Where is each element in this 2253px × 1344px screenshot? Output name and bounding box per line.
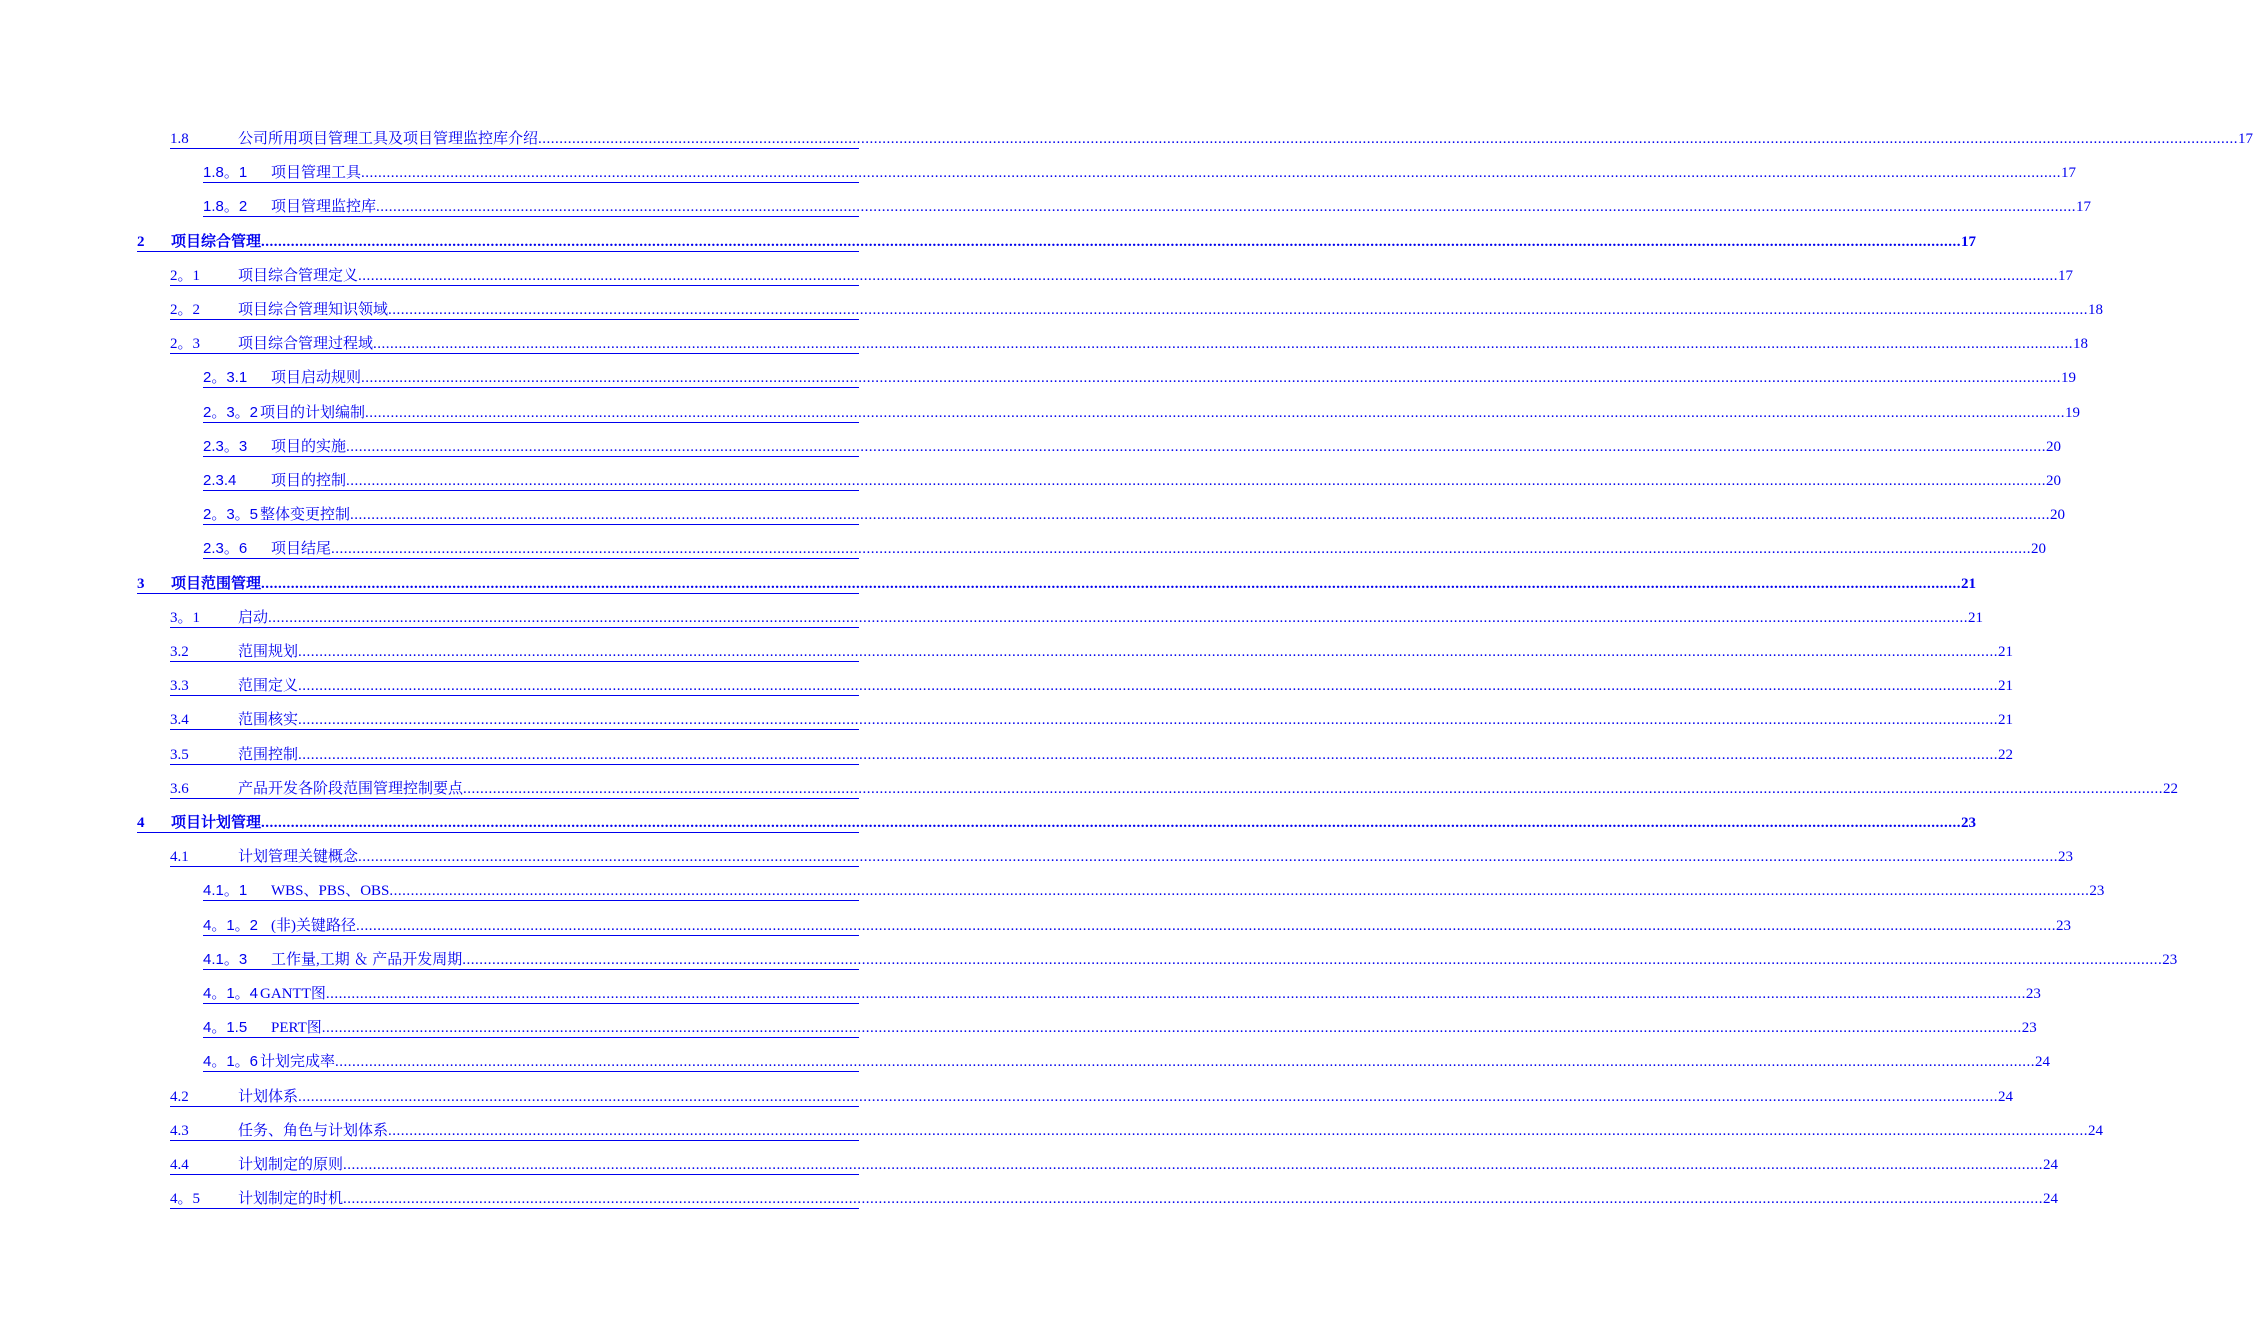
toc-entry-page-number: 23 xyxy=(2058,849,2074,866)
toc-entry[interactable] xyxy=(170,707,2014,730)
toc-entry-number: 3.5 xyxy=(170,746,189,763)
toc-entry-title: 项目范围管理 xyxy=(171,575,262,592)
dot-leader: ................................................................................................................................................................................................................................................................................................................................................................................................................ xyxy=(335,1054,2036,1071)
dot-leader: ................................................................................................................................................................................................................................................................................................................................................................................................................ xyxy=(346,473,2047,489)
toc-entry-page-number: 21 xyxy=(1998,678,2014,695)
toc-entry[interactable] xyxy=(203,365,2077,388)
toc-entry-title: 项目综合管理知识领域 xyxy=(238,302,389,318)
toc-entry-number: 4。1。4 xyxy=(203,985,259,1002)
toc-entry-title: 计划制定的时机 xyxy=(238,1191,344,1208)
toc-entry-page-number: 20 xyxy=(2046,473,2062,489)
toc-entry-title: 项目计划管理 xyxy=(171,815,262,831)
toc-entry[interactable] xyxy=(170,126,2253,149)
toc-entry[interactable] xyxy=(170,331,2089,354)
dot-leader: ................................................................................................................................................................................................................................................................................................................................................................................................................ xyxy=(361,370,2062,387)
toc-entry-page-number: 23 xyxy=(1961,815,1977,831)
toc-entry-page-number: 23 xyxy=(2021,1020,2037,1037)
toc-entry-number: 4.1 xyxy=(170,849,189,866)
toc-entry-page-number: 23 xyxy=(2162,951,2178,968)
toc-entry-number: 3.6 xyxy=(170,780,189,797)
toc-entry-title: 范围定义 xyxy=(238,678,299,695)
toc-entry-page-number: 24 xyxy=(2088,1122,2104,1139)
toc-entry-title: 范围控制 xyxy=(238,746,299,763)
toc-entry-number: 1.8 xyxy=(170,131,189,147)
dot-leader: ................................................................................................................................................................................................................................................................................................................................................................................................................ xyxy=(261,233,1962,250)
toc-entry-number: 4.2 xyxy=(170,1088,189,1105)
dot-leader: ................................................................................................................................................................................................................................................................................................................................................................................................................ xyxy=(268,609,1969,626)
toc-entry[interactable] xyxy=(137,810,1977,833)
toc-entry-page-number: 20 xyxy=(2031,541,2047,558)
toc-entry[interactable] xyxy=(170,1186,2059,1209)
toc-entry[interactable] xyxy=(203,194,2092,217)
toc-entry-title: PERT图 xyxy=(271,1020,322,1037)
toc-entry-title: (非)关键路径 xyxy=(271,917,356,934)
toc-entry[interactable] xyxy=(203,878,2105,901)
toc-entry[interactable] xyxy=(170,844,2074,867)
dot-leader: ................................................................................................................................................................................................................................................................................................................................................................................................................ xyxy=(356,917,2056,934)
toc-entry-number: 2。1 xyxy=(170,267,201,284)
toc-entry-title: 计划制定的原则 xyxy=(238,1157,344,1173)
dot-leader: ................................................................................................................................................................................................................................................................................................................................................................................................................ xyxy=(376,199,2077,216)
toc-entry-number: 4 xyxy=(137,815,145,831)
toc-entry[interactable] xyxy=(203,400,2081,423)
toc-entry[interactable] xyxy=(203,502,2066,525)
toc-entry-number: 4。5 xyxy=(170,1191,201,1208)
toc-entry-title: GANTT图 xyxy=(260,986,326,1002)
toc-entry-number: 2。3。5 xyxy=(203,506,259,524)
toc-entry-title: 项目综合管理过程域 xyxy=(238,336,374,353)
toc-entry[interactable] xyxy=(170,263,2074,286)
toc-entry-page-number: 21 xyxy=(1961,575,1977,592)
dot-leader: ................................................................................................................................................................................................................................................................................................................................................................................................................ xyxy=(365,404,2066,421)
toc-entry-page-number: 20 xyxy=(2050,507,2066,524)
toc-entry-number: 2.3。6 xyxy=(203,540,248,558)
toc-entry[interactable] xyxy=(170,673,2014,696)
toc-entry-page-number: 22 xyxy=(1998,746,2014,763)
dot-leader: ................................................................................................................................................................................................................................................................................................................................................................................................................ xyxy=(358,849,2059,866)
toc-entry-title: 项目启动规则 xyxy=(271,370,362,387)
toc-entry-title: 整体变更控制 xyxy=(260,507,351,524)
toc-entry-page-number: 24 xyxy=(1998,1088,2014,1105)
toc-entry-number: 2。3 xyxy=(170,336,201,353)
toc-entry-title: 项目管理监控库 xyxy=(271,199,377,216)
toc-entry-title: 项目的控制 xyxy=(271,473,347,489)
toc-entry[interactable] xyxy=(170,639,2014,662)
toc-entry-page-number: 23 xyxy=(2056,917,2071,934)
toc-entry[interactable] xyxy=(170,776,2179,799)
dot-leader: ................................................................................................................................................................................................................................................................................................................................................................................................................ xyxy=(462,951,2163,968)
toc-entry-title: 项目的实施 xyxy=(271,438,347,455)
toc-entry[interactable] xyxy=(170,297,2104,320)
toc-entry[interactable] xyxy=(203,536,2047,559)
dot-leader: ................................................................................................................................................................................................................................................................................................................................................................................................................ xyxy=(358,267,2059,284)
toc-entry-page-number: 23 xyxy=(2025,986,2041,1002)
toc-entry[interactable] xyxy=(170,742,2014,765)
dot-leader: ................................................................................................................................................................................................................................................................................................................................................................................................................ xyxy=(350,507,2051,524)
dot-leader: ................................................................................................................................................................................................................................................................................................................................................................................................................ xyxy=(298,644,1999,660)
dot-leader: ................................................................................................................................................................................................................................................................................................................................................................................................................ xyxy=(463,780,2164,797)
toc-entry-title: 计划体系 xyxy=(238,1088,299,1105)
toc-entry-page-number: 17 xyxy=(2058,267,2074,284)
dot-leader: ................................................................................................................................................................................................................................................................................................................................................................................................................ xyxy=(388,1122,2089,1139)
dot-leader: ................................................................................................................................................................................................................................................................................................................................................................................................................ xyxy=(388,302,2089,318)
toc-entry-title: 计划完成率 xyxy=(260,1054,336,1071)
toc-entry[interactable] xyxy=(170,605,1984,628)
toc-entry-title: 范围核实 xyxy=(238,712,299,729)
dot-leader: ................................................................................................................................................................................................................................................................................................................................................................................................................ xyxy=(346,438,2047,455)
toc-entry-number: 1.8。2 xyxy=(203,198,248,216)
toc-entry-page-number: 24 xyxy=(2035,1054,2051,1071)
toc-entry-page-number: 22 xyxy=(2163,780,2179,797)
toc-entry-title: 计划管理关键概念 xyxy=(238,849,359,866)
toc-entry-title: 公司所用项目管理工具及项目管理监控库介绍 xyxy=(238,131,539,147)
toc-entry-number: 4.1。1 xyxy=(203,882,248,900)
toc-entry-page-number: 19 xyxy=(2061,370,2077,387)
dot-leader: ................................................................................................................................................................................................................................................................................................................................................................................................................ xyxy=(343,1157,2044,1173)
toc-entry-number: 2.3.4 xyxy=(203,472,237,489)
dot-leader: ................................................................................................................................................................................................................................................................................................................................................................................................................ xyxy=(538,131,2239,147)
toc-entry-page-number: 17 xyxy=(2238,131,2253,147)
toc-entry-title: WBS、PBS、OBS xyxy=(271,883,390,900)
toc-entry[interactable] xyxy=(203,913,2071,936)
toc-entry-number: 4。1。2 xyxy=(203,916,259,934)
toc-entry-title: 项目管理工具 xyxy=(271,165,362,182)
toc-entry-title: 产品开发各阶段范围管理控制要点 xyxy=(238,780,464,797)
toc-entry-number: 3 xyxy=(137,575,145,592)
toc-entry-title: 任务、角色与计划体系 xyxy=(238,1122,389,1139)
toc-entry-title: 范围规划 xyxy=(238,644,299,660)
toc-entry-title: 项目结尾 xyxy=(271,541,332,558)
dot-leader: ................................................................................................................................................................................................................................................................................................................................................................................................................ xyxy=(261,815,1962,831)
toc-entry[interactable] xyxy=(170,1152,2059,1175)
dot-leader: ................................................................................................................................................................................................................................................................................................................................................................................................................ xyxy=(298,712,1999,729)
toc-entry-title: 启动 xyxy=(238,609,269,626)
toc-entry[interactable] xyxy=(170,1118,2104,1141)
toc-entry-page-number: 20 xyxy=(2046,438,2062,455)
dot-leader: ................................................................................................................................................................................................................................................................................................................................................................................................................ xyxy=(373,336,2074,353)
dot-leader: ................................................................................................................................................................................................................................................................................................................................................................................................................ xyxy=(298,678,1999,695)
toc-entry-number: 2。3.1 xyxy=(203,369,248,387)
toc-entry-title: 项目综合管理 xyxy=(171,233,262,250)
toc-entry[interactable] xyxy=(203,947,2178,970)
toc-entry-page-number: 18 xyxy=(2073,336,2089,353)
toc-entry[interactable] xyxy=(137,229,1977,252)
toc-entry-page-number: 23 xyxy=(2089,883,2105,900)
toc-entry-number: 3.4 xyxy=(170,712,189,729)
toc-entry-page-number: 21 xyxy=(1998,712,2014,729)
dot-leader: ................................................................................................................................................................................................................................................................................................................................................................................................................ xyxy=(361,165,2062,182)
toc-entry-number: 2。2 xyxy=(170,302,201,318)
toc-entry-page-number: 24 xyxy=(2043,1191,2059,1208)
toc-entry-page-number: 24 xyxy=(2043,1157,2059,1173)
toc-entry-number: 1.8。1 xyxy=(203,164,248,182)
toc-entry-number: 2。3。2 xyxy=(203,403,259,421)
dot-leader: ................................................................................................................................................................................................................................................................................................................................................................................................................ xyxy=(298,1088,1999,1105)
toc-entry-title: 项目的计划编制 xyxy=(260,404,366,421)
dot-leader: ................................................................................................................................................................................................................................................................................................................................................................................................................ xyxy=(321,1020,2022,1037)
toc-entry-number: 4.3 xyxy=(170,1122,189,1139)
toc-entry[interactable] xyxy=(203,468,2062,491)
toc-entry[interactable] xyxy=(203,160,2077,183)
dot-leader: ................................................................................................................................................................................................................................................................................................................................................................................................................ xyxy=(261,575,1962,592)
toc-entry[interactable] xyxy=(203,1015,2037,1038)
dot-leader: ................................................................................................................................................................................................................................................................................................................................................................................................................ xyxy=(331,541,2032,558)
dot-leader: ................................................................................................................................................................................................................................................................................................................................................................................................................ xyxy=(298,746,1999,763)
toc-entry-number: 4.4 xyxy=(170,1157,189,1173)
toc-entry-page-number: 19 xyxy=(2065,404,2081,421)
toc-entry-page-number: 17 xyxy=(1961,233,1977,250)
toc-entry[interactable] xyxy=(170,1084,2014,1107)
toc-entry-number: 4。1.5 xyxy=(203,1019,248,1037)
toc-entry-page-number: 21 xyxy=(1968,609,1984,626)
toc-entry-number: 2 xyxy=(137,233,145,250)
toc-entry-number: 3.3 xyxy=(170,678,189,695)
toc-entry[interactable] xyxy=(203,1049,2051,1072)
toc-entry[interactable] xyxy=(203,981,2041,1004)
dot-leader: ................................................................................................................................................................................................................................................................................................................................................................................................................ xyxy=(325,986,2026,1002)
toc-entry-page-number: 21 xyxy=(1998,644,2014,660)
toc-entry-page-number: 17 xyxy=(2061,165,2077,182)
toc-entry-number: 4.1。3 xyxy=(203,950,248,968)
toc-entry[interactable] xyxy=(203,434,2062,457)
dot-leader: ................................................................................................................................................................................................................................................................................................................................................................................................................ xyxy=(389,883,2090,900)
toc-entry-number: 3。1 xyxy=(170,609,201,626)
toc-entry[interactable] xyxy=(137,571,1977,594)
toc-entry-number: 3.2 xyxy=(170,644,189,660)
toc-entry-number: 2.3。3 xyxy=(203,437,248,455)
toc-entry-number: 4。1。6 xyxy=(203,1053,259,1071)
toc-entry-title: 工作量,工期 ＆ 产品开发周期 xyxy=(271,951,463,968)
dot-leader: ................................................................................................................................................................................................................................................................................................................................................................................................................ xyxy=(343,1191,2044,1208)
toc-entry-page-number: 18 xyxy=(2088,302,2104,318)
toc-entry-title: 项目综合管理定义 xyxy=(238,267,359,284)
toc-entry-page-number: 17 xyxy=(2076,199,2092,216)
